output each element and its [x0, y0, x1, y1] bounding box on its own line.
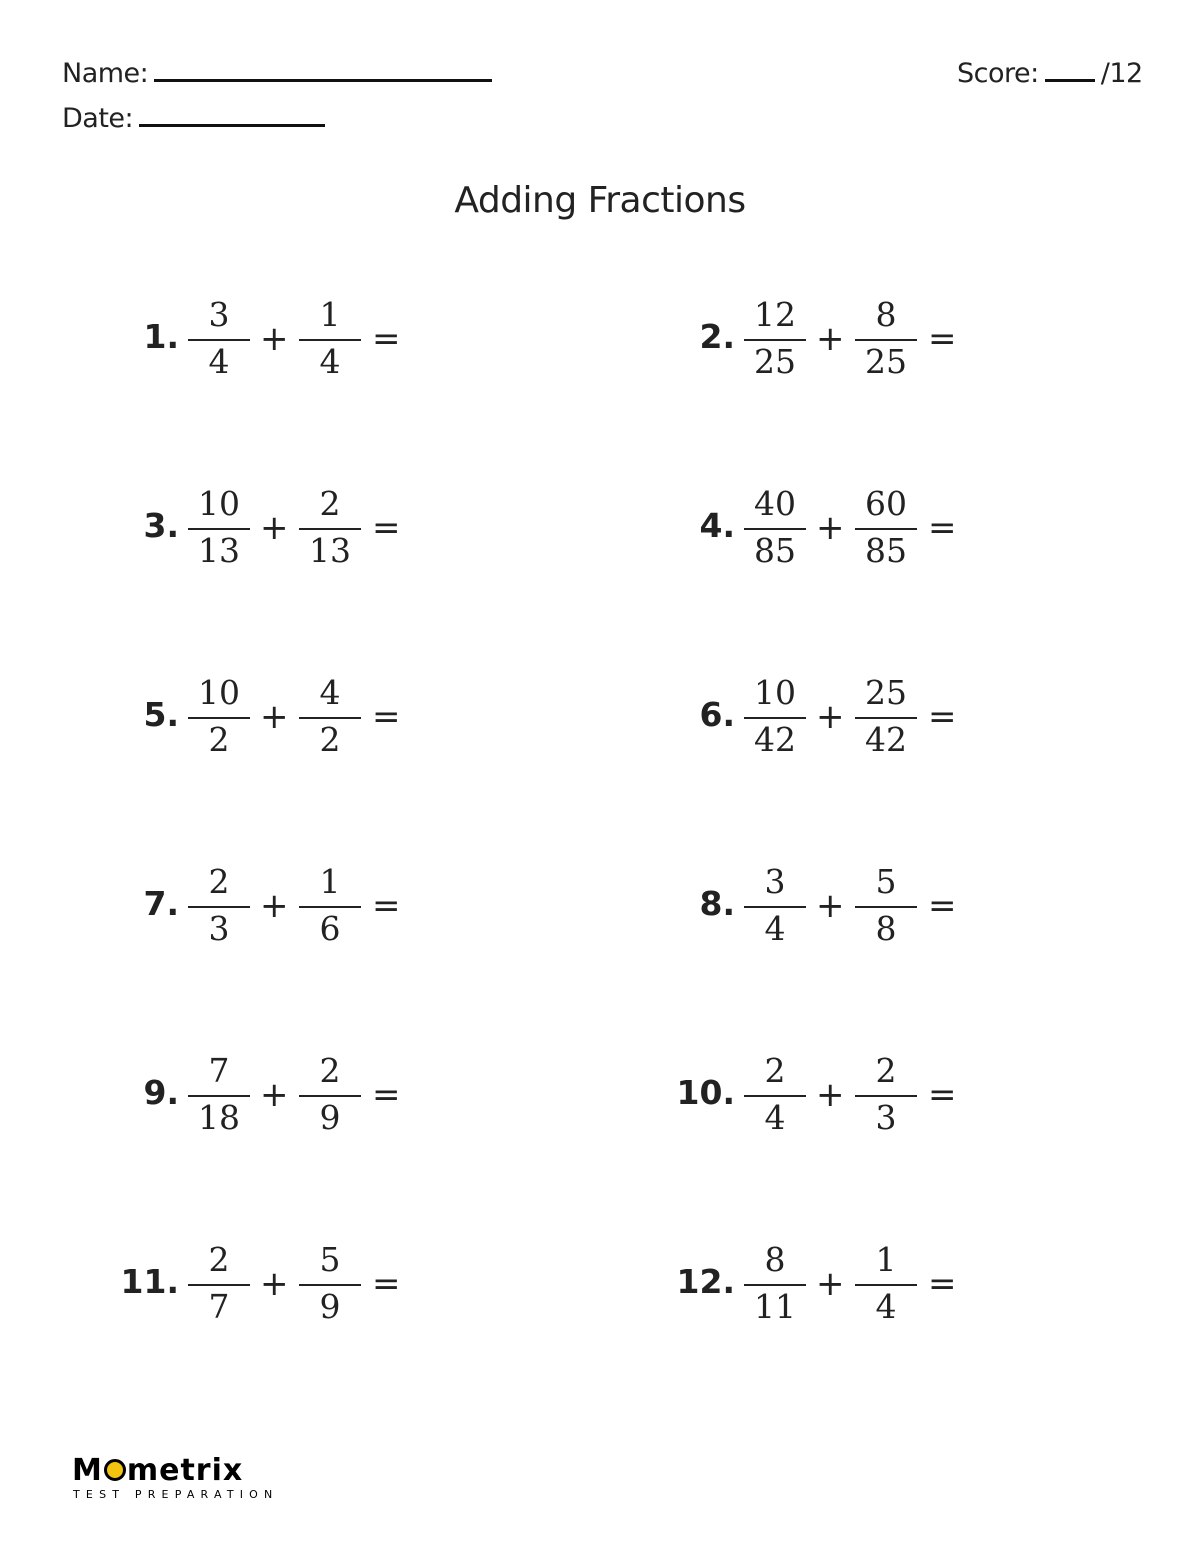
numerator: 2: [764, 1051, 786, 1090]
fraction-a: [744, 862, 806, 952]
numerator: 10: [754, 673, 796, 712]
fraction-bar: [299, 1095, 361, 1097]
problem-number: 12.: [676, 1262, 735, 1301]
equals-sign: =: [928, 1075, 957, 1115]
fraction-bar: [744, 906, 806, 908]
logo-tagline: TEST PREPARATION: [73, 1488, 279, 1501]
denominator: 6: [319, 909, 341, 948]
numerator: 1: [319, 862, 341, 901]
numerator: 12: [754, 295, 796, 334]
fraction-b: [855, 1051, 917, 1141]
fraction-a: [744, 484, 806, 574]
problem-9: [124, 1051, 564, 1141]
fraction-bar: [855, 1095, 917, 1097]
fraction-bar: [299, 717, 361, 719]
denominator: 18: [198, 1098, 240, 1137]
problem-8: [680, 862, 1120, 952]
denominator: 4: [764, 1098, 786, 1137]
fraction-a: [188, 484, 250, 574]
fraction-bar: [855, 1284, 917, 1286]
score-total: /12: [1100, 58, 1143, 89]
numerator: 10: [198, 484, 240, 523]
fraction-bar: [855, 339, 917, 341]
fraction-a: [744, 1240, 806, 1330]
page-title: Adding Fractions: [454, 180, 746, 221]
name-blank[interactable]: [154, 79, 492, 82]
fraction-a: [744, 673, 806, 763]
problem-2: [680, 295, 1120, 385]
fraction-a: [188, 673, 250, 763]
fraction-b: [855, 1240, 917, 1330]
fraction-bar: [855, 528, 917, 530]
score-blank[interactable]: [1045, 79, 1095, 82]
checkmark-icon: [104, 1459, 126, 1481]
fraction-bar: [744, 339, 806, 341]
denominator: 42: [754, 720, 796, 759]
denominator: 25: [754, 342, 796, 381]
problem-number: 2.: [699, 317, 735, 356]
denominator: 4: [319, 342, 341, 381]
numerator: 3: [764, 862, 786, 901]
fraction-bar: [299, 1284, 361, 1286]
fraction-b: [299, 862, 361, 952]
denominator: 2: [319, 720, 341, 759]
fraction-bar: [744, 717, 806, 719]
fraction-bar: [299, 339, 361, 341]
fraction-a: [744, 1051, 806, 1141]
numerator: 60: [865, 484, 907, 523]
numerator: 8: [764, 1240, 786, 1279]
numerator: 5: [319, 1240, 341, 1279]
plus-sign: +: [260, 697, 289, 737]
name-label: Name:: [62, 58, 149, 89]
fraction-bar: [188, 906, 250, 908]
equals-sign: =: [372, 508, 401, 548]
fraction-bar: [188, 528, 250, 530]
denominator: 85: [865, 531, 907, 570]
fraction-b: [299, 484, 361, 574]
equals-sign: =: [928, 886, 957, 926]
fraction-bar: [299, 528, 361, 530]
problem-number: 7.: [143, 884, 179, 923]
equals-sign: =: [928, 319, 957, 359]
fraction-b: [855, 295, 917, 385]
problem-5: [124, 673, 564, 763]
problem-number: 9.: [143, 1073, 179, 1112]
problem-number: 3.: [143, 506, 179, 545]
name-field: [62, 58, 492, 89]
numerator: 3: [208, 295, 230, 334]
numerator: 10: [198, 673, 240, 712]
fraction-bar: [855, 906, 917, 908]
fraction-a: [188, 862, 250, 952]
date-field: [62, 103, 325, 134]
equals-sign: =: [928, 697, 957, 737]
problem-12: [676, 1240, 1120, 1330]
numerator: 1: [319, 295, 341, 334]
equals-sign: =: [372, 697, 401, 737]
equals-sign: =: [372, 1264, 401, 1304]
numerator: 1: [875, 1240, 897, 1279]
fraction-bar: [744, 1095, 806, 1097]
problem-number: 6.: [699, 695, 735, 734]
plus-sign: +: [260, 886, 289, 926]
problem-number: 10.: [676, 1073, 735, 1112]
fraction-bar: [744, 1284, 806, 1286]
numerator: 2: [319, 484, 341, 523]
plus-sign: +: [816, 697, 845, 737]
plus-sign: +: [260, 1264, 289, 1304]
fraction-bar: [188, 1284, 250, 1286]
fraction-bar: [188, 717, 250, 719]
denominator: 13: [309, 531, 351, 570]
denominator: 7: [208, 1287, 230, 1326]
score-field: [957, 58, 1143, 89]
numerator: 8: [875, 295, 897, 334]
problem-number: 11.: [120, 1262, 179, 1301]
fraction-b: [299, 1051, 361, 1141]
denominator: 42: [865, 720, 907, 759]
numerator: 2: [208, 1240, 230, 1279]
problem-10: [676, 1051, 1120, 1141]
denominator: 8: [875, 909, 897, 948]
score-label: Score:: [957, 58, 1039, 89]
numerator: 25: [865, 673, 907, 712]
problem-7: [124, 862, 564, 952]
plus-sign: +: [260, 1075, 289, 1115]
denominator: 25: [865, 342, 907, 381]
equals-sign: =: [372, 886, 401, 926]
numerator: 2: [875, 1051, 897, 1090]
plus-sign: +: [260, 508, 289, 548]
fraction-bar: [299, 906, 361, 908]
fraction-b: [855, 862, 917, 952]
denominator: 13: [198, 531, 240, 570]
denominator: 4: [875, 1287, 897, 1326]
fraction-a: [188, 295, 250, 385]
equals-sign: =: [372, 319, 401, 359]
denominator: 9: [319, 1287, 341, 1326]
equals-sign: =: [928, 1264, 957, 1304]
date-blank[interactable]: [139, 124, 325, 127]
denominator: 4: [764, 909, 786, 948]
plus-sign: +: [816, 886, 845, 926]
plus-sign: +: [816, 319, 845, 359]
plus-sign: +: [816, 508, 845, 548]
numerator: 7: [208, 1051, 230, 1090]
fraction-b: [855, 673, 917, 763]
denominator: 11: [754, 1287, 796, 1326]
problem-4: [680, 484, 1120, 574]
date-label: Date:: [62, 103, 134, 134]
problem-3: [124, 484, 564, 574]
fraction-a: [188, 1240, 250, 1330]
denominator: 3: [208, 909, 230, 948]
numerator: 4: [319, 673, 341, 712]
fraction-b: [299, 295, 361, 385]
equals-sign: =: [372, 1075, 401, 1115]
problem-number: 1.: [143, 317, 179, 356]
denominator: 4: [208, 342, 230, 381]
problem-number: 4.: [699, 506, 735, 545]
equals-sign: =: [928, 508, 957, 548]
fraction-bar: [744, 528, 806, 530]
fraction-b: [299, 1240, 361, 1330]
mometrix-logo: [72, 1455, 277, 1503]
numerator: 40: [754, 484, 796, 523]
fraction-bar: [855, 717, 917, 719]
fraction-b: [855, 484, 917, 574]
fraction-a: [188, 1051, 250, 1141]
fraction-bar: [188, 1095, 250, 1097]
numerator: 2: [319, 1051, 341, 1090]
fraction-a: [744, 295, 806, 385]
plus-sign: +: [260, 319, 289, 359]
denominator: 2: [208, 720, 230, 759]
problem-1: [124, 295, 564, 385]
denominator: 85: [754, 531, 796, 570]
plus-sign: +: [816, 1075, 845, 1115]
fraction-bar: [188, 339, 250, 341]
problem-number: 8.: [699, 884, 735, 923]
numerator: 5: [875, 862, 897, 901]
plus-sign: +: [816, 1264, 845, 1304]
problem-11: [120, 1240, 564, 1330]
denominator: 9: [319, 1098, 341, 1137]
problem-number: 5.: [143, 695, 179, 734]
problem-6: [680, 673, 1120, 763]
numerator: 2: [208, 862, 230, 901]
fraction-b: [299, 673, 361, 763]
logo-wordmark: M metrix: [72, 1453, 244, 1488]
denominator: 3: [875, 1098, 897, 1137]
